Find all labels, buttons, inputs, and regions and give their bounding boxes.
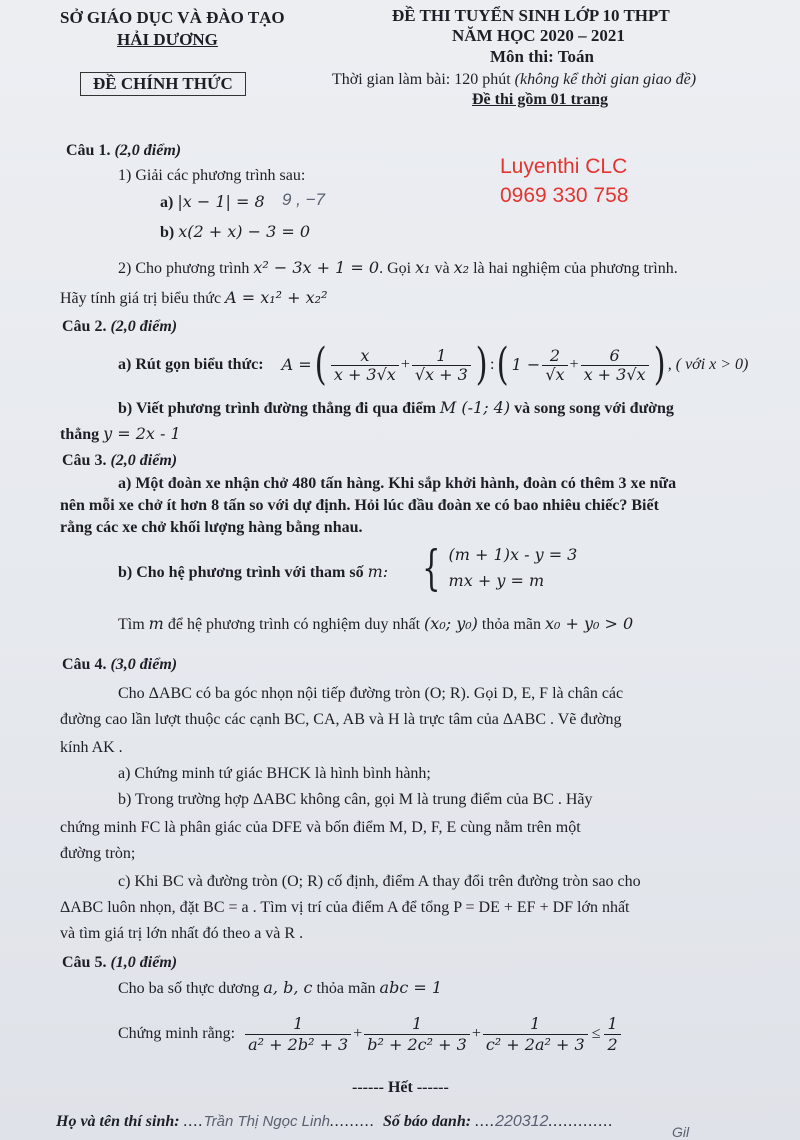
q2-colon: : — [490, 356, 495, 373]
q3-a-line1: a) Một đoàn xe nhận chở 480 tấn hàng. Khi sắp khởi hành, đoàn có thêm 3 xe nữa — [118, 475, 677, 492]
q5-f2-den: b² + 2c² + 3 — [364, 1034, 470, 1055]
q4-heading — [62, 656, 177, 674]
q4-title: Câu 4. — [62, 656, 107, 673]
q5-title: Câu 5. — [62, 954, 107, 971]
dept-line1: SỞ GIÁO DỤC VÀ ĐÀO TẠO — [60, 8, 285, 27]
q1-heading — [66, 142, 181, 160]
q2-b-line1 — [118, 398, 674, 419]
q2-open-paren: ( — [314, 339, 327, 391]
q3-c-m: m — [148, 614, 164, 633]
q2-frac3 — [542, 347, 567, 384]
q3-a-line2: nên mỗi xe chở ít hơn 8 tấn so với dự định. Hỏi lúc đầu đoàn xe có bao nhiêu chiếc? Biết — [60, 497, 659, 514]
candidate-name-dots-right: ......... — [330, 1113, 376, 1130]
time-prefix: Thời gian làm bài: 120 phút — [332, 71, 511, 88]
q5-half-den: 2 — [604, 1034, 620, 1055]
q2-b-point: M (-1; 4) — [439, 398, 511, 417]
q3-c-mid2: thỏa mãn — [481, 616, 541, 633]
q2-condition: , ( với x > 0) — [667, 356, 749, 373]
q1-p2-equation: x² − 3x + 1 = 0 — [253, 258, 380, 277]
q5-line1 — [118, 978, 442, 999]
q2-b-line1-pre: b) Viết phương trình đường thẳng đi qua điểm — [118, 400, 436, 417]
q1-a-label: a) — [160, 194, 174, 211]
q1-a — [160, 192, 265, 213]
candidate-name-value: Trần Thị Ngọc Linh — [203, 1113, 331, 1130]
q3-heading — [62, 452, 177, 470]
q1-x1: x₁ — [415, 258, 431, 277]
q1-points: (2,0 điểm) — [114, 142, 182, 159]
exam-title: ĐỀ THI TUYỂN SINH LỚP 10 THPT — [392, 6, 670, 25]
q2-title: Câu 2. — [62, 318, 107, 335]
q5-frac2 — [364, 1014, 470, 1055]
q3-b-label: b) Cho hệ phương trình với tham số — [118, 564, 364, 581]
q5-f3-den: c² + 2a² + 3 — [483, 1034, 588, 1055]
q4-c-line2: ΔABC luôn nhọn, đặt BC = a . Tìm vị trí của điểm A để tổng P = DE + EF + DF lớn nhất — [60, 899, 630, 916]
q1-p2-mid: . Gọi — [379, 260, 412, 277]
q2-frac4 — [581, 347, 649, 384]
q5-plus2: + — [471, 1025, 481, 1042]
q2-frac1 — [331, 347, 399, 384]
q4-line3: kính AK . — [60, 739, 123, 756]
q1-a-handwritten-answer: 9 , −7 — [282, 190, 326, 209]
q1-part2-line2 — [60, 288, 328, 309]
q2-close-paren1: ) — [475, 339, 488, 391]
q1-part1-intro: 1) Giải các phương trình sau: — [118, 167, 306, 184]
q5-half — [604, 1014, 620, 1055]
q4-b-line1: b) Trong trường hợp ΔABC không cân, gọi M là trung điểm của BC . Hãy — [118, 791, 593, 808]
q2-a-label: a) Rút gọn biểu thức: — [118, 356, 264, 373]
q5-prove: Chứng minh rằng: — [118, 1025, 236, 1042]
candidate-id-label: Số báo danh: — [383, 1113, 472, 1130]
q3-c-mid: để hệ phương trình có nghiệm duy nhất — [167, 616, 421, 633]
candidate-id-value: 220312 — [495, 1113, 549, 1130]
dept-line2: HẢI DƯƠNG — [117, 30, 218, 49]
q1-title: Câu 1. — [66, 142, 111, 159]
q2-points: (2,0 điểm) — [110, 318, 178, 335]
q3-title: Câu 3. — [62, 452, 107, 469]
q4-b-line3: đường tròn; — [60, 845, 136, 862]
q4-c-line3: và tìm giá trị lớn nhất đó theo a và R . — [60, 925, 304, 942]
q3-b-label-line — [118, 562, 388, 583]
q2-f2-den: √x + 3 — [412, 365, 471, 384]
q3-c-pair: (x₀; y₀) — [424, 614, 478, 633]
school-year: NĂM HỌC 2020 – 2021 — [452, 26, 625, 45]
q2-f2-num: 1 — [436, 345, 447, 365]
q5-f1-num: 1 — [293, 1013, 304, 1033]
subject: Môn thi: Toán — [490, 47, 594, 66]
q2-b-line2 — [60, 424, 181, 445]
q2-heading — [62, 318, 177, 336]
q5-frac3 — [483, 1014, 588, 1055]
q4-b-line2: chứng minh FC là phân giác của DFE và bốn điểm M, D, F, E cùng nằm trên một — [60, 819, 581, 836]
q2-b-line2-pre: thẳng — [60, 426, 100, 443]
q2-a-A: A = — [281, 355, 312, 374]
q2-b-line2-eq: y = 2x - 1 — [103, 424, 181, 443]
q2-b-line1-post: và song song với đường — [514, 400, 674, 417]
time-limit — [332, 70, 696, 90]
q5-l1-mid: thỏa mãn — [316, 980, 376, 997]
q1-p2-expression: A = x₁² + x₂² — [225, 288, 328, 307]
q2-f3-num: 2 — [549, 345, 561, 365]
q2-plus1: + — [400, 356, 410, 373]
q5-plus1: + — [353, 1025, 363, 1042]
q2-open-paren2: ( — [497, 339, 510, 391]
q5-frac1 — [245, 1014, 351, 1055]
q1-part2-line1 — [118, 258, 678, 279]
q2-frac2 — [412, 347, 471, 384]
q4-line2: đường cao lần lượt thuộc các cạnh BC, CA, AB và H là trực tâm của ΔABC . Vẽ đường — [60, 711, 622, 728]
q2-a — [118, 340, 748, 390]
q2-f4-den: x + 3√x — [581, 365, 649, 384]
q5-inequality — [118, 1006, 623, 1062]
q5-l1-pre: Cho ba số thực dương — [118, 980, 260, 997]
q2-close-paren2: ) — [653, 339, 666, 391]
q1-b-equation: x(2 + x) − 3 = 0 — [178, 222, 311, 241]
q3-c-cond: x₀ + y₀ > 0 — [545, 614, 634, 633]
q5-l1-vars: a, b, c — [263, 978, 313, 997]
q3-points: (2,0 điểm) — [110, 452, 178, 469]
q2-one-minus: 1 − — [511, 355, 541, 374]
q2-plus2: + — [569, 356, 579, 373]
q1-p2-pre: 2) Cho phương trình — [118, 260, 250, 277]
q3-sys1: (m + 1)x - y = 3 — [448, 545, 578, 564]
q5-l1-cond: abc = 1 — [379, 978, 443, 997]
q2-f1-den: x + 3√x — [331, 365, 399, 384]
q3-system — [416, 540, 577, 596]
q1-b-label: b) — [160, 224, 175, 241]
candidate-id-dots-left: .... — [475, 1113, 496, 1130]
q5-f3-num: 1 — [530, 1013, 541, 1033]
end-marker: ------ Hết ------ — [352, 1079, 449, 1096]
q4-c-line1: c) Khi BC và đường tròn (O; R) cố định, điểm A thay đổi trên đường tròn sao cho — [118, 873, 641, 890]
q4-points: (3,0 điểm) — [110, 656, 178, 673]
q1-b — [160, 222, 310, 243]
q5-f1-den: a² + 2b² + 3 — [245, 1034, 351, 1055]
q2-f4-num: 6 — [609, 345, 620, 365]
q5-f2-num: 1 — [411, 1013, 423, 1033]
candidate-name-label: Họ và tên thí sinh: — [56, 1113, 180, 1130]
official-label: ĐỀ CHÍNH THỨC — [80, 72, 246, 96]
q5-points: (1,0 điểm) — [110, 954, 178, 971]
q3-c-pre: Tìm — [118, 616, 145, 633]
candidate-id-extra: Gil — [672, 1124, 690, 1140]
q5-le: ≤ — [591, 1025, 601, 1042]
q3-b-m: m: — [367, 562, 389, 581]
q5-heading — [62, 954, 177, 972]
time-note: (không kể thời gian giao đề) — [514, 71, 697, 88]
watermark-phone: 0969 330 758 — [500, 184, 629, 207]
q3-brace: { — [422, 540, 441, 596]
q1-a-equation: |x − 1| = 8 — [177, 192, 265, 211]
candidate-name-line — [56, 1112, 613, 1132]
watermark-name: Luyenthi CLC — [500, 155, 628, 178]
candidate-name-dots-left: .... — [183, 1113, 204, 1130]
q3-c — [118, 614, 633, 635]
q5-half-num: 1 — [607, 1013, 618, 1033]
q1-p2-line2: Hãy tính giá trị biểu thức — [60, 290, 222, 307]
q1-x2: x₂ — [453, 258, 470, 277]
q3-sys2: mx + y = m — [448, 571, 545, 590]
q2-f3-den: √x — [542, 365, 567, 384]
candidate-id-dots-right: ............. — [548, 1113, 614, 1130]
q3-system-lines — [449, 542, 578, 594]
pages-note: Đề thi gồm 01 trang — [472, 91, 608, 108]
q2-f1-num: x — [360, 345, 370, 365]
q1-and: và — [434, 260, 450, 277]
q4-a: a) Chứng minh tứ giác BHCK là hình bình hành; — [118, 765, 431, 782]
q4-line1: Cho ΔABC có ba góc nhọn nội tiếp đường tròn (O; R). Gọi D, E, F là chân các — [118, 685, 624, 702]
q1-p2-post: là hai nghiệm của phương trình. — [473, 260, 678, 277]
q3-a-line3: rằng các xe chở khối lượng hàng bằng nhau. — [60, 519, 363, 536]
